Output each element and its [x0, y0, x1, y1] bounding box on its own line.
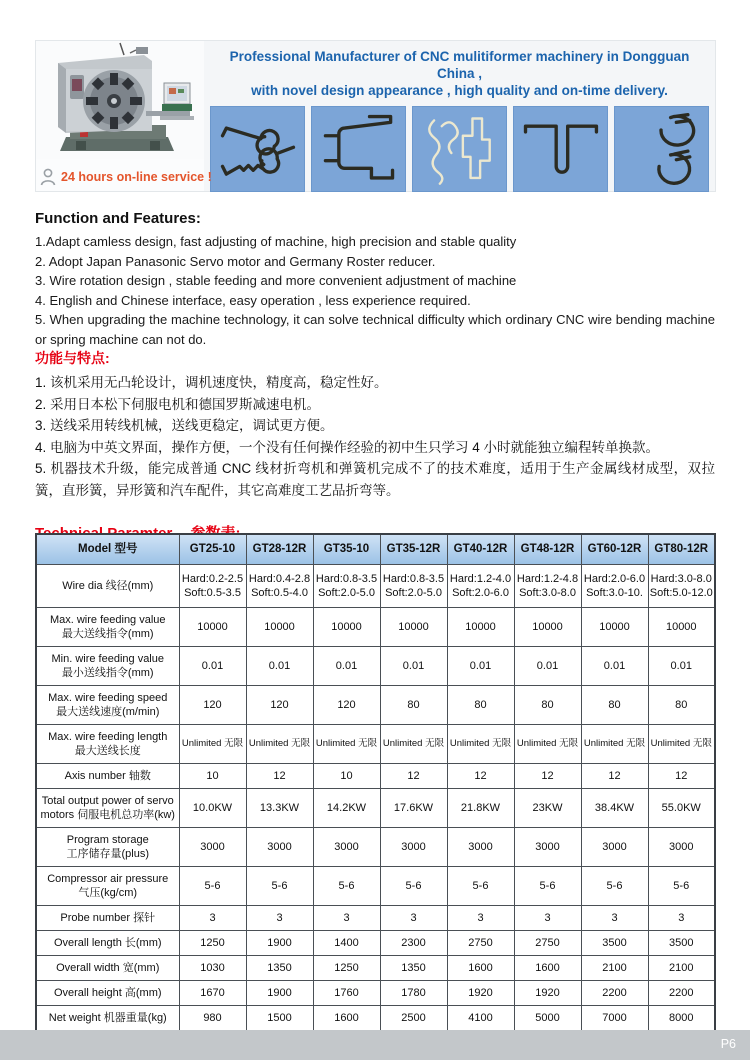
- spec-cell: 0.01: [380, 646, 447, 685]
- spec-cell: 1350: [246, 955, 313, 980]
- spec-cell: 2300: [380, 930, 447, 955]
- spec-cell: 2750: [514, 930, 581, 955]
- features-en-title: Function and Features:: [35, 210, 201, 227]
- spec-row-label: Total output power of servo motors 伺服电机总功率(kw): [36, 788, 179, 827]
- spec-cell: 10000: [313, 607, 380, 646]
- banner-headline: [210, 48, 709, 99]
- spec-cell: Hard:3.0-8.0 Soft:5.0-12.0: [648, 564, 715, 607]
- spec-cell: 1250: [313, 955, 380, 980]
- spec-cell: 55.0KW: [648, 788, 715, 827]
- spec-cell: 0.01: [648, 646, 715, 685]
- spec-cell: 80: [581, 685, 648, 724]
- spec-cell: 5-6: [581, 866, 648, 905]
- cnc-machine-image: [36, 41, 204, 159]
- spec-row: [36, 905, 715, 930]
- spec-cell: 10000: [179, 607, 246, 646]
- spec-cell: 3: [581, 905, 648, 930]
- spec-cell: 23KW: [514, 788, 581, 827]
- spec-table: [35, 533, 716, 1032]
- spec-cell: 1760: [313, 980, 380, 1005]
- spec-cell: 5-6: [648, 866, 715, 905]
- service-text: 24 hours on-line service !: [61, 170, 212, 184]
- spec-row-label: Program storage 工序储存量(plus): [36, 827, 179, 866]
- page-number: P6: [720, 1037, 736, 1051]
- spec-row-label: Max. wire feeding length 最大送线长度: [36, 724, 179, 763]
- spec-cell: 3: [313, 905, 380, 930]
- spec-cell: 1600: [313, 1005, 380, 1031]
- person-icon: [40, 168, 56, 186]
- page-footer: [0, 1030, 750, 1060]
- spec-cell: 3: [447, 905, 514, 930]
- spec-row: [36, 607, 715, 646]
- spec-row-label: Wire dia 线径(mm): [36, 564, 179, 607]
- spec-cell: 12: [380, 763, 447, 788]
- model-column-header: Model 型号: [36, 534, 179, 564]
- feature-zh-item: 1. 该机采用无凸轮设计，调机速度快，精度高，稳定性好。: [35, 375, 388, 390]
- spec-cell: 0.01: [447, 646, 514, 685]
- spec-cell: 120: [246, 685, 313, 724]
- spec-cell: 3000: [246, 827, 313, 866]
- spec-cell: 80: [380, 685, 447, 724]
- model-header: GT35-12R: [380, 534, 447, 564]
- spec-row: [36, 763, 715, 788]
- spec-row-label: Min. wire feeding value 最小送线指令(mm): [36, 646, 179, 685]
- model-header: GT35-10: [313, 534, 380, 564]
- spec-cell: 80: [648, 685, 715, 724]
- spec-cell: 80: [514, 685, 581, 724]
- spec-cell: 3: [514, 905, 581, 930]
- spec-cell: Unlimited 无限: [648, 724, 715, 763]
- spec-row: [36, 827, 715, 866]
- spec-cell: 0.01: [514, 646, 581, 685]
- spec-cell: 10000: [514, 607, 581, 646]
- spec-row-label: Max. wire feeding speed 最大送线速度(m/min): [36, 685, 179, 724]
- spec-table-body: [36, 564, 715, 1031]
- spec-cell: 1780: [380, 980, 447, 1005]
- spec-cell: 7000: [581, 1005, 648, 1031]
- spec-cell: 5-6: [447, 866, 514, 905]
- product-photo-t-shaped-wire-hook: [513, 106, 608, 192]
- spec-row: [36, 980, 715, 1005]
- spec-row: [36, 685, 715, 724]
- spec-cell: Unlimited 无限: [447, 724, 514, 763]
- spec-cell: 2200: [581, 980, 648, 1005]
- top-banner: [35, 40, 716, 192]
- spec-cell: 10: [313, 763, 380, 788]
- spec-cell: Hard:1.2-4.8 Soft:3.0-8.0: [514, 564, 581, 607]
- spec-cell: 12: [514, 763, 581, 788]
- spec-cell: 17.6KW: [380, 788, 447, 827]
- spec-cell: 3000: [581, 827, 648, 866]
- feature-zh-item: 2. 采用日本松下伺服电机和德国罗斯减速电机。: [35, 396, 321, 412]
- spec-cell: Hard:0.2-2.5 Soft:0.5-3.5: [179, 564, 246, 607]
- spec-table-header: [36, 534, 715, 564]
- spec-cell: 980: [179, 1005, 246, 1031]
- spec-cell: 1400: [313, 930, 380, 955]
- spec-cell: 5-6: [514, 866, 581, 905]
- headline-line-2: with novel design appearance , high quality and on-time delivery.: [251, 83, 668, 98]
- spec-row-label: Axis number 轴数: [36, 763, 179, 788]
- spec-cell: 3000: [380, 827, 447, 866]
- spec-cell: 5-6: [179, 866, 246, 905]
- model-header: GT28-12R: [246, 534, 313, 564]
- spec-cell: 8000: [648, 1005, 715, 1031]
- spec-row-label: Overall height 高(mm): [36, 980, 179, 1005]
- spec-cell: 3000: [313, 827, 380, 866]
- spec-cell: 1900: [246, 930, 313, 955]
- spec-row-label: Compressor air pressure 气压(kg/cm): [36, 866, 179, 905]
- spec-cell: 12: [246, 763, 313, 788]
- spec-cell: 3: [648, 905, 715, 930]
- spec-cell: 12: [581, 763, 648, 788]
- spec-cell: 2500: [380, 1005, 447, 1031]
- spec-cell: 1600: [447, 955, 514, 980]
- spec-cell: 10000: [581, 607, 648, 646]
- spec-cell: 2200: [648, 980, 715, 1005]
- spec-cell: 10000: [648, 607, 715, 646]
- spec-cell: 10.0KW: [179, 788, 246, 827]
- spec-cell: Unlimited 无限: [581, 724, 648, 763]
- spec-row-label: Net weight 机器重量(kg): [36, 1005, 179, 1031]
- spec-cell: 3500: [581, 930, 648, 955]
- model-header: GT60-12R: [581, 534, 648, 564]
- spec-cell: 1250: [179, 930, 246, 955]
- feature-zh-item: 4. 电脑为中英文界面，操作方便，一个没有任何操作经验的初中生只学习 4 小时就能独立编程转单换款。: [35, 439, 660, 455]
- spec-cell: 1670: [179, 980, 246, 1005]
- spec-cell: 3: [380, 905, 447, 930]
- spec-row: [36, 1005, 715, 1031]
- spec-cell: 120: [313, 685, 380, 724]
- feature-en-item: 3. Wire rotation design , stable feeding and more convenient adjustment of machine: [35, 273, 517, 288]
- spec-cell: 3: [179, 905, 246, 930]
- service-line: [40, 168, 212, 186]
- spec-cell: 5000: [514, 1005, 581, 1031]
- spec-cell: Unlimited 无限: [179, 724, 246, 763]
- spec-cell: 1600: [514, 955, 581, 980]
- spec-row: [36, 646, 715, 685]
- spec-cell: 120: [179, 685, 246, 724]
- spec-row: [36, 955, 715, 980]
- spec-cell: 5-6: [313, 866, 380, 905]
- feature-en-item: 1.Adapt camless design, fast adjusting of machine, high precision and stable quality: [35, 234, 517, 249]
- spec-cell: 3000: [447, 827, 514, 866]
- spec-cell: 10000: [447, 607, 514, 646]
- spec-cell: 12: [648, 763, 715, 788]
- spec-cell: 3: [246, 905, 313, 930]
- machine-photo: [36, 41, 212, 191]
- spec-cell: 3000: [179, 827, 246, 866]
- spec-cell: 3000: [514, 827, 581, 866]
- spec-row: [36, 724, 715, 763]
- spec-cell: Hard:1.2-4.0 Soft:2.0-6.0: [447, 564, 514, 607]
- spec-cell: 2750: [447, 930, 514, 955]
- spec-cell: 10000: [380, 607, 447, 646]
- spec-cell: 3000: [648, 827, 715, 866]
- headline-line-1: Professional Manufacturer of CNC mulitiformer machinery in Dongguan China ,: [229, 49, 690, 81]
- product-photo-bent-wire-frame: [311, 106, 406, 192]
- spec-cell: 5-6: [246, 866, 313, 905]
- spec-cell: 80: [447, 685, 514, 724]
- spec-cell: Unlimited 无限: [246, 724, 313, 763]
- spec-cell: 1030: [179, 955, 246, 980]
- spec-cell: 1500: [246, 1005, 313, 1031]
- spec-cell: 38.4KW: [581, 788, 648, 827]
- feature-zh-item: 3. 送线采用转线机械，送线更稳定，调试更方便。: [35, 418, 334, 433]
- spec-cell: 1900: [246, 980, 313, 1005]
- spec-row-label: Max. wire feeding value 最大送线指令(mm): [36, 607, 179, 646]
- spec-cell: Unlimited 无限: [313, 724, 380, 763]
- spec-cell: 3500: [648, 930, 715, 955]
- spec-cell: 2100: [581, 955, 648, 980]
- spec-cell: Hard:0.8-3.5 Soft:2.0-5.0: [313, 564, 380, 607]
- banner-right: [204, 41, 715, 191]
- spec-cell: 2100: [648, 955, 715, 980]
- spec-cell: 0.01: [313, 646, 380, 685]
- spec-cell: Unlimited 无限: [514, 724, 581, 763]
- spec-cell: 1350: [380, 955, 447, 980]
- product-photo-shaped-wire-parts: [412, 106, 507, 192]
- model-header: GT25-10: [179, 534, 246, 564]
- spec-cell: 21.8KW: [447, 788, 514, 827]
- spec-cell: 0.01: [179, 646, 246, 685]
- spec-cell: 10000: [246, 607, 313, 646]
- spec-cell: Unlimited 无限: [380, 724, 447, 763]
- product-tiles: [210, 106, 709, 192]
- spec-cell: 4100: [447, 1005, 514, 1031]
- model-header: GT80-12R: [648, 534, 715, 564]
- spec-cell: 13.3KW: [246, 788, 313, 827]
- spec-cell: 12: [447, 763, 514, 788]
- features-zh-title: 功能与特点:: [35, 350, 110, 366]
- model-header: GT48-12R: [514, 534, 581, 564]
- spec-row: [36, 930, 715, 955]
- spec-row-label: Overall length 长(mm): [36, 930, 179, 955]
- spec-cell: 0.01: [581, 646, 648, 685]
- product-photo-wire-ring-clamps: [614, 106, 709, 192]
- feature-en-item: 2. Adopt Japan Panasonic Servo motor and Germany Roster reducer.: [35, 253, 436, 269]
- spec-row: [36, 564, 715, 607]
- features-english: [35, 210, 715, 349]
- spec-row-label: Overall width 宽(mm): [36, 955, 179, 980]
- spec-cell: Hard:2.0-6.0 Soft:3.0-10.: [581, 564, 648, 607]
- feature-en-item: 5. When upgrading the machine technology, it can solve technical difficulty which ordinary CNC wire bending machine or spring machine can not do.: [35, 312, 715, 347]
- spec-cell: Hard:0.4-2.8 Soft:0.5-4.0: [246, 564, 313, 607]
- model-header: GT40-12R: [447, 534, 514, 564]
- spec-cell: 1920: [514, 980, 581, 1005]
- spec-cell: 10: [179, 763, 246, 788]
- spec-cell: 5-6: [380, 866, 447, 905]
- spec-row: [36, 866, 715, 905]
- spec-cell: 0.01: [246, 646, 313, 685]
- spec-row: [36, 788, 715, 827]
- spec-cell: Hard:0.8-3.5 Soft:2.0-5.0: [380, 564, 447, 607]
- product-photo-double-torsion-spring: [210, 106, 305, 192]
- spec-row-label: Probe number 探针: [36, 905, 179, 930]
- feature-zh-item: 5. 机器技术升级，能完成普通 CNC 线材折弯机和弹簧机完成不了的技术难度，适用于生产金属线材成型，双拉簧，直形簧，异形簧和汽车配件，其它高难度工艺品折弯等。: [35, 461, 715, 498]
- spec-cell: 14.2KW: [313, 788, 380, 827]
- features-chinese: [35, 348, 715, 501]
- feature-en-item: 4. English and Chinese interface, easy operation , less experience required.: [35, 292, 471, 308]
- spec-cell: 1920: [447, 980, 514, 1005]
